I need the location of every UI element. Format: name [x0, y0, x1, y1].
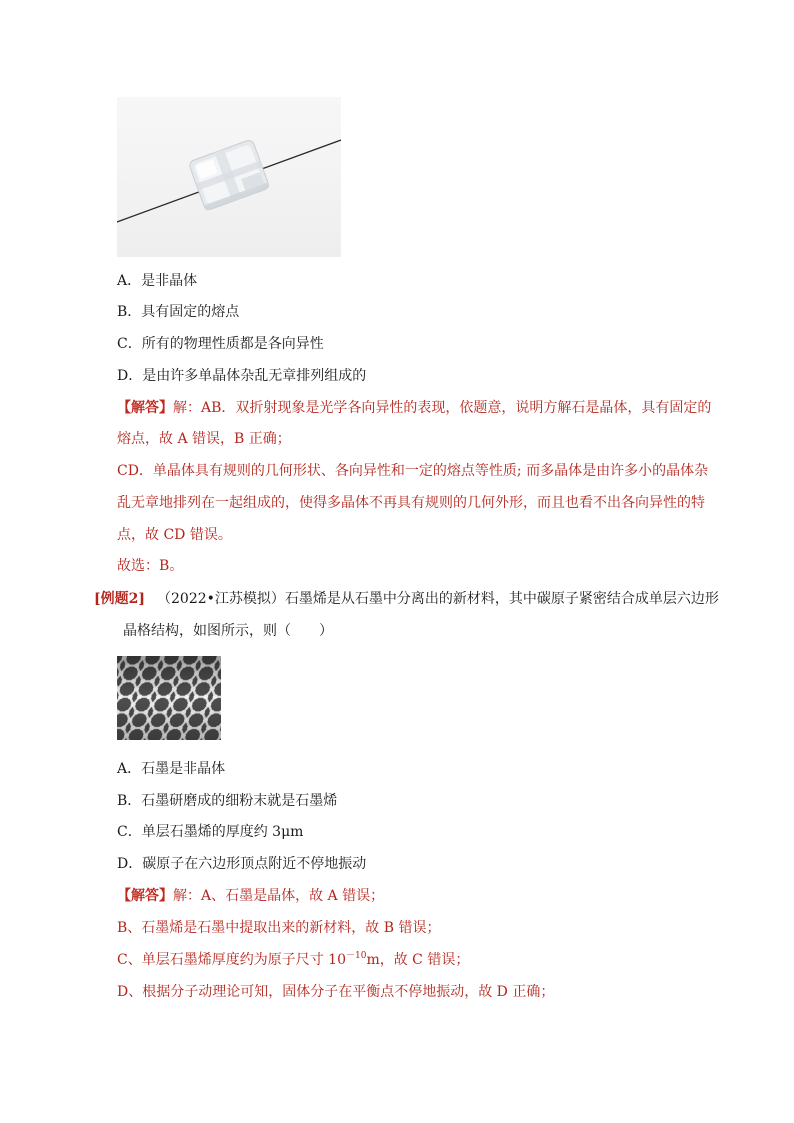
q1-answer-tag: 【解答】	[117, 400, 173, 416]
q1-answer-line-3: CD．单晶体具有规则的几何形状、各向异性和一定的熔点等性质; 而多晶体是由许多小的晶体杂	[117, 463, 709, 479]
q1-answer-line-4: 乱无章地排列在一起组成的，使得多晶体不再具有规则的几何外形，而且也看不出各向异性的特	[117, 495, 705, 511]
q2-example-tag: [例题2]	[94, 591, 145, 607]
q1-answer-line-6: 故选：B。	[117, 558, 184, 574]
q2-answer-exponent: －10	[345, 951, 367, 961]
q2-stem-line-1	[94, 589, 719, 609]
q1-answer-line-2: 熔点，故 A 错误，B 正确；	[117, 431, 291, 447]
crystal-illustration	[117, 97, 341, 257]
q2-option-c: C．单层石墨烯的厚度约 3μm	[117, 824, 304, 840]
calcite-crystal-photo	[117, 97, 341, 257]
q2-stem-line-2: 晶格结构，如图所示，则（ ）	[123, 623, 333, 639]
q1-option-d: D．是由许多单晶体杂乱无章排列组成的	[117, 368, 367, 384]
q2-answer-line-4: D、根据分子动理论可知，固体分子在平衡点不停地振动，故 D 正确；	[117, 984, 555, 1000]
q2-answer-text-3-post: m，故 C 错误；	[366, 952, 470, 968]
q1-option-a: A．是非晶体	[117, 273, 198, 289]
q2-stem-text-1: （2022•江苏模拟）石墨烯是从石墨中分离出的新材料，其中碳原子紧密结合成单层六边形	[157, 591, 719, 607]
q2-answer-line-3	[117, 950, 469, 970]
q2-answer-line-1	[117, 886, 384, 906]
q2-option-b: B．石墨研磨成的细粉末就是石墨烯	[117, 793, 338, 809]
q1-answer-text-1: 解：AB．双折射现象是光学各向异性的表现，依题意，说明方解石是晶体，具有固定的	[173, 400, 712, 416]
q1-option-b: B．具有固定的熔点	[117, 304, 240, 320]
q1-option-c: C．所有的物理性质都是各向异性	[117, 336, 324, 352]
q2-option-d: D．碳原子在六边形顶点附近不停地振动	[117, 856, 367, 872]
q2-answer-text-3-pre: C、单层石墨烯厚度约为原子尺寸 10	[117, 952, 346, 968]
q1-answer-line-5: 点，故 CD 错误。	[117, 527, 232, 543]
q1-answer-line-1	[117, 398, 711, 418]
graphene-illustration	[117, 656, 221, 740]
q2-answer-line-2: B、石墨烯是石墨中提取出来的新材料，故 B 错误；	[117, 920, 441, 936]
graphene-lattice-photo	[117, 656, 221, 740]
q2-answer-tag: 【解答】	[117, 888, 173, 904]
q2-answer-text-1: 解：A、石墨是晶体，故 A 错误；	[173, 888, 385, 904]
q2-option-a: A．石墨是非晶体	[117, 761, 226, 777]
